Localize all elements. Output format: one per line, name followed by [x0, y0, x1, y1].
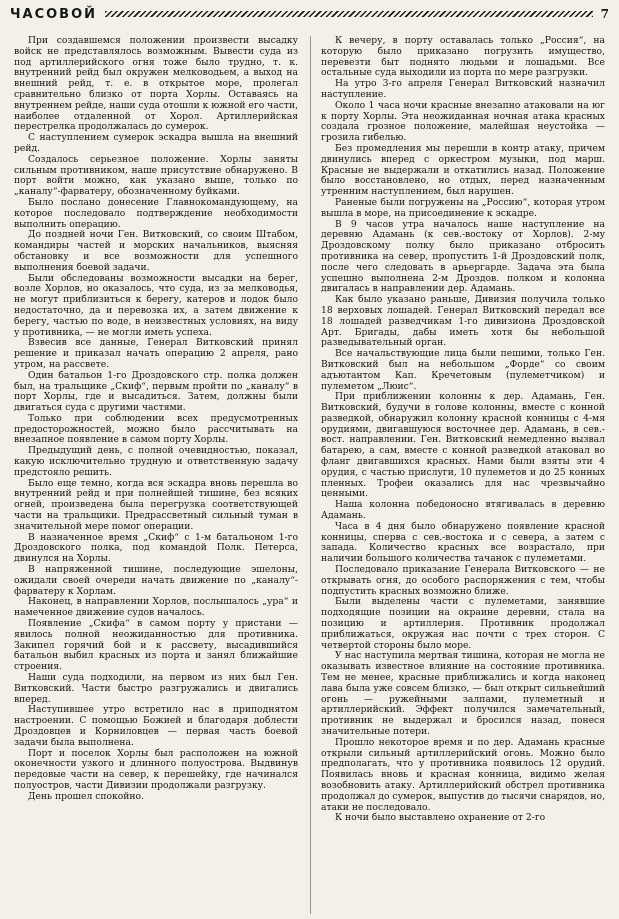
paragraph: Появление „Скифа“ в самом порту у пристани — явилось полной неожиданностью для противника. Закипел горячий бой и к рассвету, высадившийся батальон выбил красных из порта и занял ближайшие строения.	[14, 618, 298, 673]
paragraph: Около 1 часа ночи красные внезапно атаковали на юг к порту Хорлы. Эта неожиданная ночная атака красных создала грозное положение, малейшая неустойка — грозила гибелью.	[321, 99, 605, 144]
paragraph: В 9 часов утра началось наше наступление на деревню Адамань (к сев.-востоку от Хорлов). 2-му Дроздовскому полку было приказано отбросить противника на север, пропустить 1-й Дроздовский полк, после чего следовать в арьергарде. Задача эта была успешно выполнена 2-м Дроздов. полком и колонна двигалась в направлении дер. Адамань.	[321, 218, 605, 295]
header-ornament	[105, 11, 593, 17]
paragraph: Только при соблюдении всех предусмотренных предосторожностей, можно было рассчитывать на внезапное появление в самом порту Хорлы.	[14, 412, 298, 446]
right-column	[321, 36, 605, 916]
paragraph: Предыдущий день, с полной очевидностью, показал, какую исключительно трудную и ответственную задачу предстояло решить.	[14, 445, 298, 478]
paragraph: Без промедления мы перешли в контр атаку, причем двинулись вперед с оркестром музыки, под марш. Красные не выдержали и откатились назад. Положение было восстановлено, но отдых, перед назначенным утренним наступлением, был нарушен.	[321, 142, 605, 198]
paragraph: В назначенное время „Скиф“ с 1-м батальоном 1-го Дроздовского полка, под командой Полк. Петерса, двинулся на Хорлы.	[14, 531, 298, 565]
paragraph: У нас наступила мертвая тишина, которая не могла не оказывать известное влияние на состояние противника. Тем не менее, красные приближались и когда наконец лава была уже совсем близко, — был открыт сильнейший огонь — ружейными залпами, пулеметный и артиллерийский. Эффект получился замечательный, противник не выдержал и бросился назад, понеся значительные потери.	[321, 650, 605, 737]
paragraph: Было еще темно, когда вся эскадра вновь перешла во внутренний рейд и при полнейшей тишине, без всяких огней, произведена была перегрузка соответствующей части на тральщики. Предрассветный сильный туман в значительной мере помог операции.	[14, 477, 298, 532]
paragraph: Раненые были погружены на „Россию“, которая утром вышла в море, на присоединение к эскадре.	[321, 196, 605, 219]
paragraph: Наша колонна победоносно втягивалась в деревню Адамань.	[321, 499, 605, 522]
paragraph: Все начальствующие лица были пешими, только Ген. Витковский был на небольшом „Форде“ со своим адъютантом Кап. Кречетовым (пулеметчиком) и пулеметом „Люис“.	[321, 348, 605, 392]
paragraph: К ночи было выставлено охранение от 2-го	[335, 812, 546, 824]
paragraph: Последовало приказание Генерала Витковского — не открывать огня, до особого распоряжения с тем, чтобы подпустить красных возможно ближе.	[321, 564, 605, 597]
paragraph: С наступлением сумерок эскадра вышла на внешний рейд.	[14, 132, 298, 154]
running-title: ЧАСОВОЙ	[10, 6, 97, 22]
paragraph: Один батальон 1-го Дроздовского стр. полка должен был, на тральщике „Скиф“, первым пройти по „каналу“ в порт Хорлы, где и высадиться. Затем, должны были двигаться суда с другими частями.	[14, 369, 298, 414]
page-header	[10, 4, 609, 24]
paragraph: Были выделены части с пулеметами, занявшие подходящие позиции на окраине деревни, стала на позицию и артиллерия. Противник продолжал приближаться, окружая нас почти с трех сторон. С четвертой стороны было море.	[321, 596, 605, 651]
paragraph: Было послано донесение Главнокомандующему, на которое последовало подтверждение необходимости выполнить операцию.	[14, 196, 298, 230]
paragraph: Порт и поселок Хорлы был расположен на южной оконечности узкого и длинного полуострова. Выдвинув передовые части на север, к перешейку, где начинался полуостров, части Дивизии продолжали разгрузку.	[14, 747, 298, 791]
paragraph: Как было указано раньше, Дивизия получила только 18 верховых лошадей. Генерал Витковский передал все 18 лошадей разведчикам 1-го дивизиона Дроздовской Арт. Бригады, дабы иметь хотя бы небольшой разведывательный орган.	[321, 294, 605, 349]
paragraph: К вечеру, в порту оставалась только „Россия“, на которую было приказано погрузить имущество, перевезти быт поднято людьми и лошадьми. Все остальные суда выходили из порта по мере разгрузки.	[321, 36, 605, 79]
paragraph: На утро 3-го апреля Генерал Витковский назначил наступление.	[321, 78, 605, 100]
paragraph: Взвесив все данные, Генерал Витковский принял решение и приказал начать операцию 2 апреля, рано утром, на рассвете.	[14, 337, 298, 370]
paragraph: Часа в 4 дня было обнаружено появление красной конницы, сперва с сев.-востока и с севера, а затем с запада. Количество красных все возрастало, при наличии большого количества тачанок с пулеметами.	[321, 520, 605, 565]
paragraph: Создалось серьезное положение. Хорлы заняты сильным противником, наше присутствие обнаружено. В порт войти можно, как указано выше, только по „каналу“-фарватеру, обозначенному буйками.	[14, 153, 298, 198]
paragraph: Наступившее утро встретило нас в приподнятом настроении. С помощью Божией и благодаря доблести Дроздовцев и Корниловцев — первая часть боевой задачи была выполнена.	[14, 704, 298, 748]
left-column	[14, 36, 298, 916]
paragraph: Прошло некоторое время и по дер. Адамань красные открыли сильный артиллерийский огонь. Можно было предполагать, что у противника появилось 12 орудий. Появилась вновь и красная конница, видимо желая возобновить атаку. Артиллерийский обстрел противника продолжал до сумерок, выпустив до тысячи снарядов, но, атаки не последовало.	[321, 736, 605, 813]
paragraph: Наши суда подходили, на первом из них был Ген. Витковский. Части быстро разгружались и двигались вперед.	[14, 672, 298, 705]
paragraph: Были обследованы возможности высадки на берег, возле Хорлов, но оказалось, что суда, из за мелководья, не могут приблизиться к берегу, катеров и лодок было недостаточно, да и перевозка их, а затем движение к берегу, частью по воде, в неизвестных условиях, на виду у противника, — не могли иметь успеха.	[14, 272, 298, 338]
paragraph: Наконец, в направлении Хорлов, послышалось „ура“ и намеченное движение судов началось.	[14, 596, 298, 619]
paragraph: В напряженной тишине, последующие эшелоны, ожидали своей очереди начать движение по „каналу“-фарватеру к Хорлам.	[14, 564, 298, 597]
paragraph: При приближении колонны к дер. Адамань, Ген. Витковский, будучи в голове колонны, вместе с конной разведкой, обнаружил колонну красной конницы с 4-мя орудиями, двигавшуюся восточнее дер. Адамань, в сев.-вост. направлении. Ген. Витковский немедленно вызвал батарею, а сам, вместе с конной разведкой атаковал во фланг двигавшихся красных. Нами были взяты эти 4 орудия, с частью прислуги, 10 пулеметов и до 25 конных пленных. Трофеи оказались для нас чрезвычайно ценными.	[321, 391, 605, 500]
paragraph: До поздней ночи Ген. Витковский, со своим Штабом, командиры частей и морских начальников, выясняя обстановку и все возможности для успешного выполнения боевой задачи.	[14, 229, 298, 273]
paragraph: При создавшемся положении произвести высадку войск не представлялось возможным. Вывести суда из под артиллерийского огня тоже было трудно, т. к. внутренний рейд был окружен мелководьем, а выход на внешний рейд, т. е. в открытое море, пролегал сравнительно близко от порта Хорлы. Оставаясь на внутреннем рейде, наши суда отошли к южной его части, наиболее отдаленной от Хорол. Артиллерийская перестрелка продолжалась до сумерок.	[14, 36, 298, 133]
column-divider	[310, 36, 311, 914]
paragraph: День прошел спокойно.	[28, 790, 144, 802]
page-number: 7	[600, 7, 609, 21]
